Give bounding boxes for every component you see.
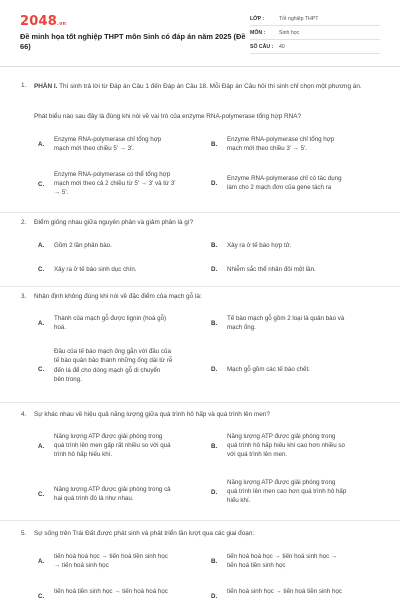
option-letter: D. bbox=[211, 593, 218, 600]
meta-table bbox=[250, 12, 380, 54]
option-letter: C. bbox=[38, 593, 45, 600]
option-letter: A. bbox=[38, 443, 45, 450]
option-letter: D. bbox=[211, 180, 218, 187]
question-number: 4. bbox=[21, 411, 27, 418]
option-letter: A. bbox=[38, 242, 45, 249]
option-text: Xảy ra ở tế bào sinh dục chín. bbox=[54, 266, 137, 273]
option-letter: A. bbox=[38, 320, 45, 327]
meta-key: SỐ CÂU : bbox=[250, 43, 274, 50]
question-separator bbox=[0, 402, 400, 403]
question-separator bbox=[0, 212, 400, 213]
option-text: Enzyme RNA-polymerase có thể tổng hợp mạch mới theo cả 2 chiều từ 5' → 3' và từ 3' → 5'. bbox=[54, 171, 176, 196]
option-letter: B. bbox=[211, 242, 218, 249]
option-letter: B. bbox=[211, 141, 218, 148]
option-letter: C. bbox=[38, 366, 45, 373]
meta-value: Tốt nghiệp THPT bbox=[279, 15, 319, 22]
header-divider bbox=[0, 66, 400, 67]
option-letter: D. bbox=[211, 266, 218, 273]
option-text: Năng lượng ATP được giải phóng trong quá trình lên men cao hơn quá trình hô hấp hiếu khí. bbox=[227, 479, 347, 504]
option-letter: A. bbox=[38, 141, 45, 148]
option-text: Enzyme RNA-polymerase chỉ tổng hợp mạch mới theo chiều 3' → 5'. bbox=[227, 136, 335, 152]
question-stem: Sự sống trên Trái Đất được phát sinh và phát triển lần lượt qua các giai đoạn: bbox=[34, 530, 255, 537]
question-stem: Phát biểu nào sau đây là đúng khi nói về vai trò của enzyme RNA-polymerase tổng hợp RNA? bbox=[34, 113, 302, 120]
meta-key: MÔN : bbox=[250, 29, 266, 36]
option-letter: D. bbox=[211, 489, 218, 496]
question-stem: Điểm giống nhau giữa nguyên phân và giảm phân là gì? bbox=[34, 219, 194, 226]
meta-value: 40 bbox=[279, 43, 285, 50]
meta-row-subject bbox=[250, 26, 380, 40]
option-text: Năng lượng ATP được giải phóng trong quá trình lên men gấp rất nhiều so với quá trình hô hấp hiếu khí. bbox=[54, 433, 171, 458]
question-number: 1. bbox=[21, 82, 27, 89]
option-text: Năng lượng ATP được giải phóng trong quá trình hô hấp hiếu khí cao hơn nhiều so với quá trình lên men. bbox=[227, 433, 345, 458]
question-number: 2. bbox=[21, 219, 27, 226]
page-header bbox=[20, 12, 380, 62]
option-text: Mạch gỗ gồm các tế bào chết. bbox=[227, 366, 310, 373]
option-text: Năng lượng ATP được giải phóng trong cả hai quá trình đó là như nhau. bbox=[54, 486, 171, 502]
option-text: Enzyme RNA-polymerase chỉ tổng hợp mạch mới theo chiều 5' → 3'. bbox=[54, 136, 162, 152]
meta-row-class bbox=[250, 12, 380, 26]
option-letter: D. bbox=[211, 366, 218, 373]
meta-row-count bbox=[250, 40, 380, 54]
option-text: Enzyme RNA-polymerase chỉ có tác dụng làm cho 2 mạch đơn của gene tách ra bbox=[227, 175, 342, 191]
meta-key: LỚP : bbox=[250, 15, 265, 22]
question-separator bbox=[0, 286, 400, 287]
option-text: tiến hoá sinh học → tiến hoá tiền sinh học bbox=[227, 588, 342, 595]
option-text: Đầu của tế bào mạch ống gắn với đầu của tế bào quản bào thành những ống dài từ rễ đến lá để cho dòng mạch gỗ di chuyển bên trong. bbox=[54, 348, 173, 384]
question-number: 3. bbox=[21, 293, 27, 300]
option-letter: B. bbox=[211, 558, 218, 565]
logo-text: 2048 bbox=[20, 14, 57, 29]
option-letter: B. bbox=[211, 443, 218, 450]
question-stem: Sự khác nhau về hiệu quả năng lượng giữa quá trình hô hấp và quá trình lên men? bbox=[34, 411, 270, 418]
intro-text: Thí sinh trả lời từ Đáp án Câu 1 đến Đáp án Câu 18. Mỗi Đáp án Câu hỏi thí sinh chỉ chọn một phương án. bbox=[57, 83, 362, 90]
question-number: 5. bbox=[21, 530, 27, 537]
site-logo[interactable] bbox=[20, 14, 66, 29]
option-text: tiến hoá hoá học → tiến hoá sinh học → tiến hoá tiền sinh học bbox=[227, 553, 338, 569]
option-text: Nhiễm sắc thể nhân đôi một lần. bbox=[227, 266, 316, 273]
option-letter: A. bbox=[38, 558, 45, 565]
question-separator bbox=[0, 520, 400, 521]
question-stem: Nhận định không đúng khi nói về đặc điểm của mạch gỗ là: bbox=[34, 293, 202, 300]
option-text: tiến hoá tiền sinh học → tiến hoá hoá học bbox=[54, 588, 168, 595]
option-text: Tế bào mạch gỗ gồm 2 loại là quản bào và mạch ống. bbox=[227, 315, 345, 331]
option-letter: C. bbox=[38, 491, 45, 498]
part-label: PHẦN I. bbox=[34, 83, 58, 90]
option-text: Gồm 2 lần phân bào. bbox=[54, 242, 112, 249]
logo-suffix: .vn bbox=[56, 21, 67, 27]
option-text: tiến hoá hoá học → tiến hoá tiền sinh học → tiến hoá sinh học bbox=[54, 553, 168, 569]
option-letter: B. bbox=[211, 320, 218, 327]
question-intro bbox=[34, 82, 374, 92]
option-letter: C. bbox=[38, 181, 45, 188]
document-title: Đề minh họa tốt nghiệp THPT môn Sinh có đáp án năm 2025 (Đề 66) bbox=[20, 32, 246, 51]
option-text: Xảy ra ở tế bào hợp tử. bbox=[227, 242, 292, 249]
option-text: Thành của mạch gỗ được lignin (hoá gỗ) hoá. bbox=[54, 315, 167, 331]
meta-value: Sinh học bbox=[279, 29, 300, 36]
option-letter: C. bbox=[38, 266, 45, 273]
